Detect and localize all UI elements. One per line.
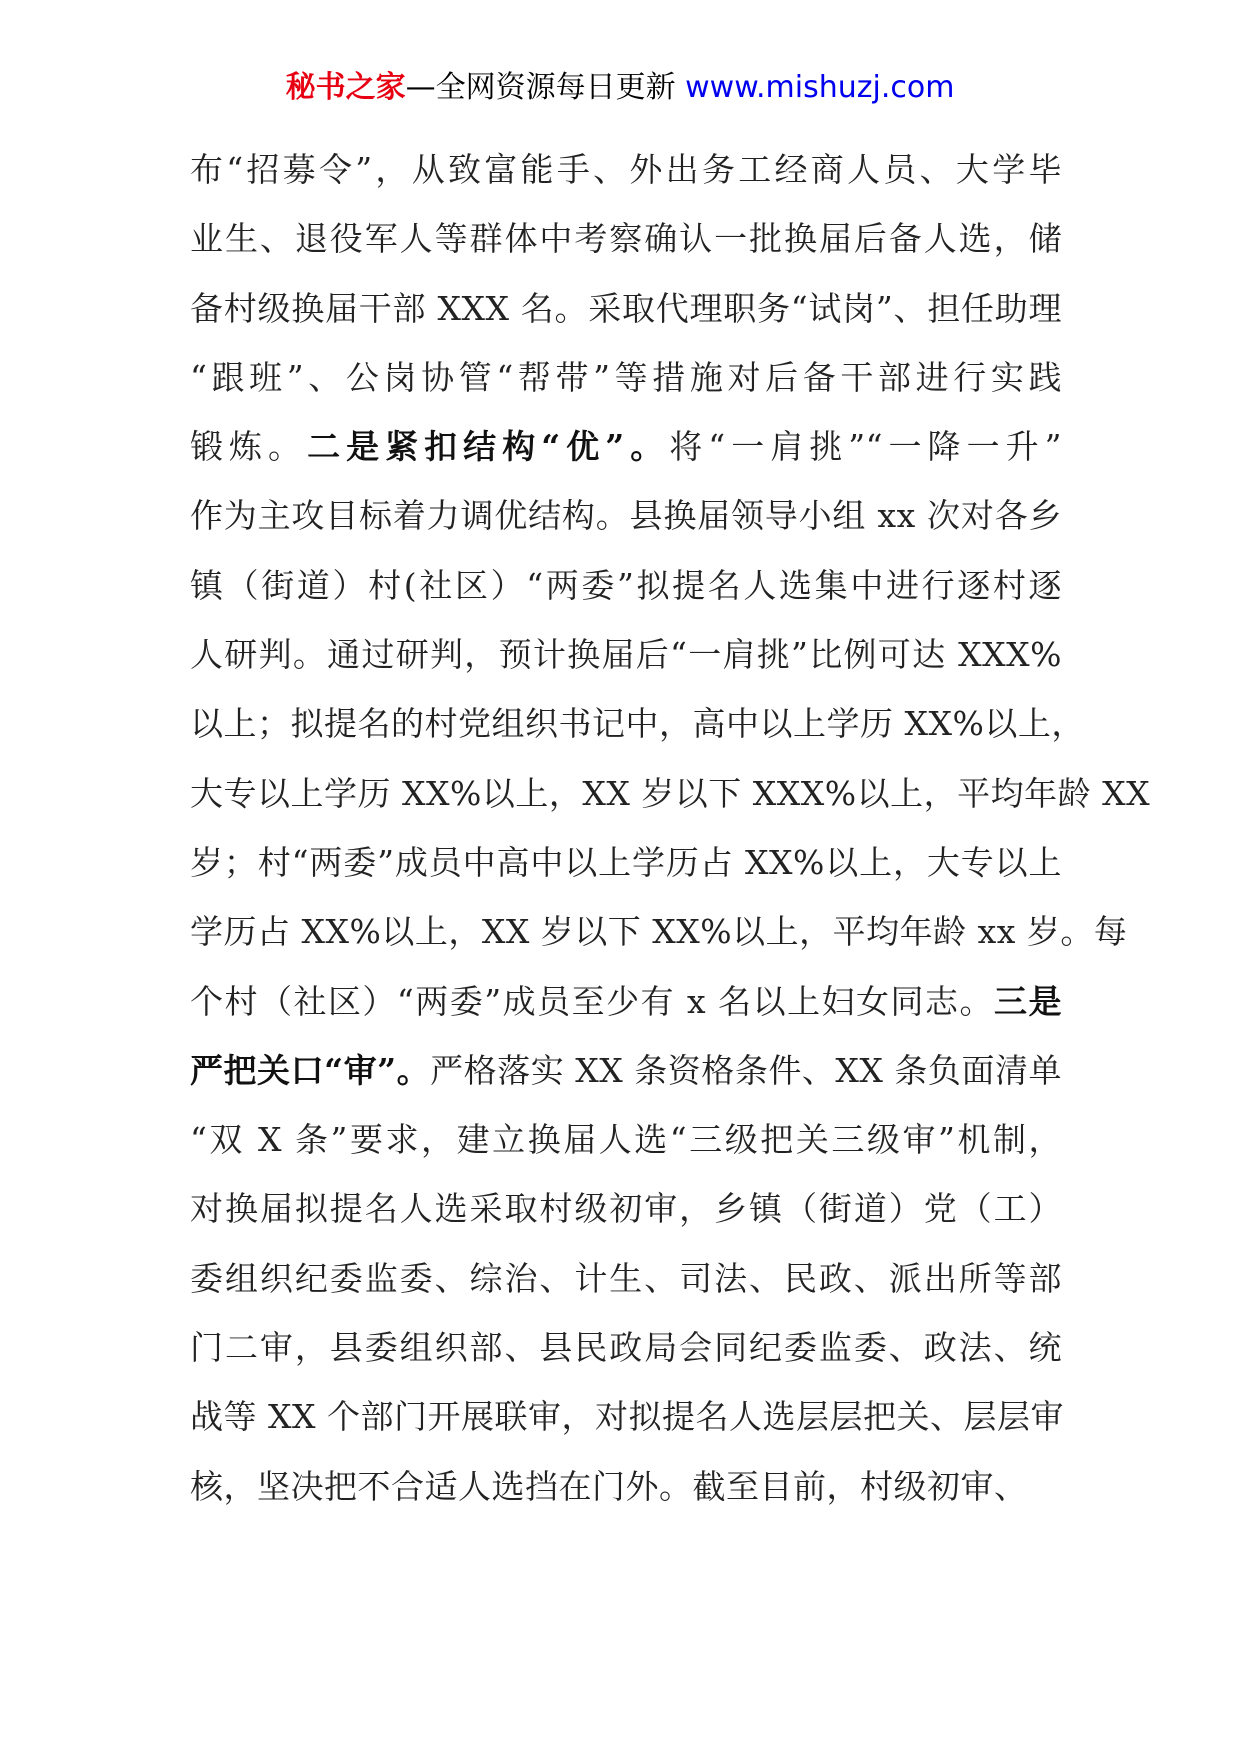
paragraph-text: 个村（社区）“两委”成员至少有 x 名以上妇女同志。 bbox=[190, 981, 995, 1021]
text-line bbox=[190, 343, 1062, 412]
text-line bbox=[190, 135, 1062, 204]
text-line bbox=[190, 204, 1062, 273]
paragraph-text: 将“一肩挑”“一降一升” bbox=[669, 427, 1063, 467]
paragraph-text: 作为主攻目标着力调优结构。县换届领导小组 xx 次对各乡 bbox=[190, 496, 1062, 536]
paragraph-text: 镇（街道）村(社区）“两委”拟提名人选集中进行逐村逐 bbox=[190, 565, 1062, 605]
text-line bbox=[190, 620, 1062, 689]
site-url-link[interactable]: www.mishuzj.com bbox=[685, 70, 955, 105]
header-slogan: —全网资源每日更新 bbox=[405, 70, 676, 105]
text-line bbox=[190, 1452, 1062, 1521]
brand-name: 秘书之家 bbox=[285, 70, 406, 105]
paragraph-text: 锻炼。 bbox=[190, 427, 308, 467]
paragraph-text: 严格落实 XX 条资格条件、XX 条负面清单 bbox=[430, 1050, 1062, 1090]
text-line bbox=[190, 1244, 1062, 1313]
paragraph-text: “跟班”、公岗协管“帮带”等措施对后备干部进行实践 bbox=[190, 357, 1062, 397]
paragraph-text: 以上；拟提名的村党组织书记中，高中以上学历 XX%以上， bbox=[190, 704, 1085, 744]
text-line bbox=[190, 1313, 1062, 1382]
paragraph-text: 岁；村“两委”成员中高中以上学历占 XX%以上，大专以上 bbox=[190, 842, 1062, 882]
text-line bbox=[190, 1036, 1062, 1105]
text-line bbox=[190, 759, 1151, 828]
bold-heading-text: 三是 bbox=[994, 981, 1063, 1021]
text-line bbox=[190, 481, 1062, 550]
paragraph-text: 布“招募令”，从致富能手、外出务工经商人员、大学毕 bbox=[190, 150, 1062, 189]
bold-heading-text: 二是紧扣结构“优”。 bbox=[307, 427, 670, 467]
text-line bbox=[190, 551, 1062, 620]
site-header bbox=[0, 68, 1240, 108]
paragraph-text: 大专以上学历 XX%以上，XX 岁以下 XXX%以上，平均年龄 XX bbox=[190, 773, 1151, 813]
paragraph-text: 战等 XX 个部门开展联审，对拟提名人选层层把关、层层审 bbox=[190, 1397, 1064, 1437]
document-body bbox=[190, 135, 1151, 1521]
paragraph-text: “双 X 条”要求，建立换届人选“三级把关三级审”机制， bbox=[190, 1120, 1062, 1160]
paragraph-text: 对换届拟提名人选采取村级初审，乡镇（街道）党（工） bbox=[190, 1189, 1062, 1229]
text-line bbox=[190, 412, 1062, 481]
text-line bbox=[190, 1382, 1062, 1451]
paragraph-text: 核，坚决把不合适人选挡在门外。截至目前，村级初审、 bbox=[190, 1466, 1028, 1506]
text-line bbox=[190, 1105, 1062, 1174]
paragraph-text: 委组织纪委监委、综治、计生、司法、民政、派出所等部 bbox=[190, 1258, 1062, 1298]
bold-heading-text: 严把关口“审”。 bbox=[190, 1050, 431, 1090]
paragraph-text: 门二审，县委组织部、县民政局会同纪委监委、政法、统 bbox=[190, 1328, 1062, 1368]
text-line bbox=[190, 828, 1062, 897]
text-line bbox=[190, 689, 1085, 758]
text-line bbox=[190, 967, 1062, 1036]
paragraph-text: 学历占 XX%以上，XX 岁以下 XX%以上，平均年龄 xx 岁。每 bbox=[190, 912, 1128, 952]
paragraph-text: 业生、退役军人等群体中考察确认一批换届后备人选，储 bbox=[190, 219, 1062, 259]
text-line bbox=[190, 1174, 1062, 1243]
text-line bbox=[190, 897, 1128, 966]
paragraph-text: 备村级换届干部 XXX 名。采取代理职务“试岗”、担任助理 bbox=[190, 288, 1062, 328]
paragraph-text: 人研判。通过研判，预计换届后“一肩挑”比例可达 XXX% bbox=[190, 635, 1062, 675]
text-line bbox=[190, 274, 1062, 343]
